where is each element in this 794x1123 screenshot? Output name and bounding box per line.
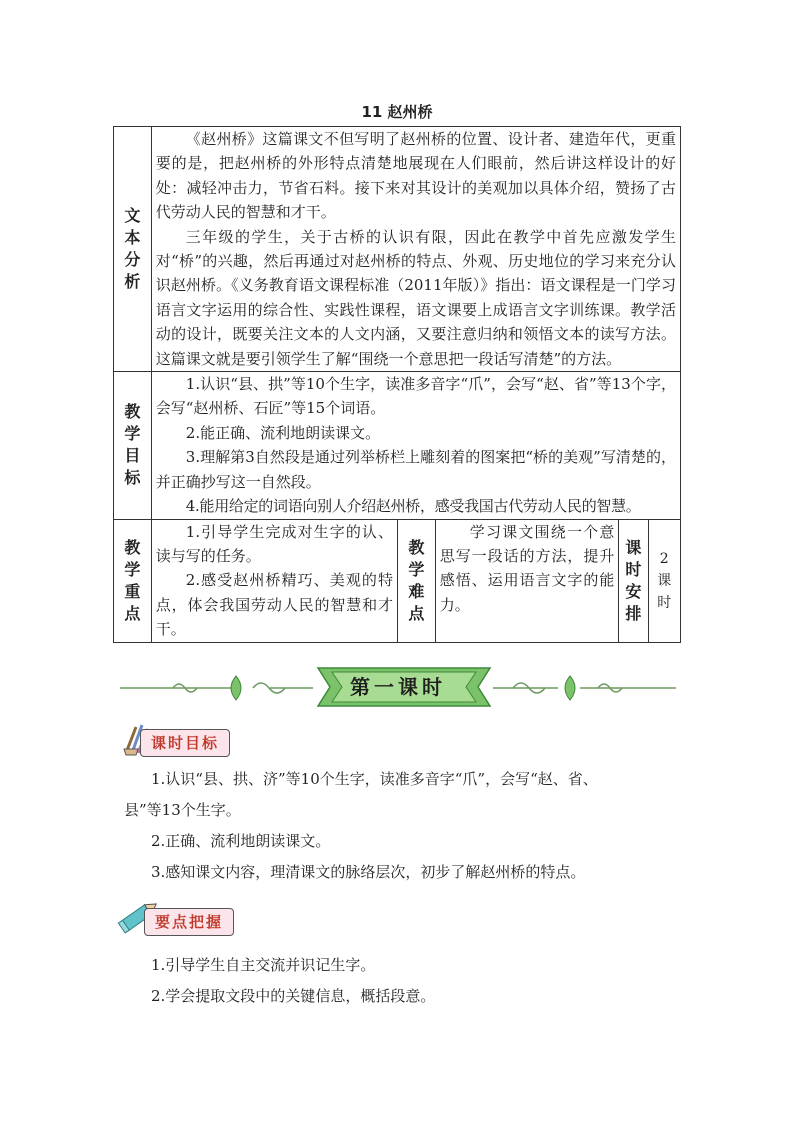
schedule-hours: 2 课 时 bbox=[648, 519, 681, 642]
key-points-row bbox=[114, 519, 681, 642]
section-point-item: 1.引导学生自主交流并识记生字。 bbox=[151, 956, 376, 974]
text-analysis-header: 文 本 分 析 bbox=[114, 127, 152, 372]
goal-item: 2.能正确、流利地朗读课文。 bbox=[185, 423, 381, 442]
section-points-list bbox=[151, 950, 681, 1012]
key-point-item: 2.感受赵州桥精巧、美观的特点，体会我国劳动人民的智慧和才干。 bbox=[155, 571, 393, 639]
section-point-item: 2.学会提取文段中的关键信息，概括段意。 bbox=[151, 987, 436, 1005]
section-goal-item: 1.认识“县、拱、济”等10个生字，读准多音字“爪”，会写“赵、省、 bbox=[151, 770, 598, 788]
key-points-header: 教 学 重 点 bbox=[114, 519, 152, 642]
analysis-paragraph: 《赵州桥》这篇课文不但写明了赵州桥的位置、设计者、建造年代，更重要的是，把赵州桥的外形特点清楚地展现在人们眼前，然后讲这样设计的好处：减轻冲击力，节省石料。接下来对其设计的美观加以具体介绍，赞扬了古代劳动人民的智慧和才干。 bbox=[155, 130, 676, 222]
section-points-label: 要点把握 bbox=[144, 908, 234, 936]
section-goal-item: 2.正确、流利地朗读课文。 bbox=[151, 832, 331, 850]
lesson-banner bbox=[118, 662, 678, 712]
analysis-paragraph: 三年级的学生，关于古桥的认识有限，因此在教学中首先应激发学生对“桥”的兴趣，然后再通过对赵州桥的特点、外观、历史地位的学习来充分认识赵州桥。《义务教育语文课程标准（2011年版）》指出：语文课程是一门学习语言文字运用的综合性、实践性课程，语文课要上成语言文字训练课。教学活动的设计，既要关注文本的人文内涵，又要注意归纳和领悟文本的读写方法。这篇课文就是要引领学生了解“围绕一个意思把一段话写清楚”的方法。 bbox=[155, 227, 676, 368]
schedule-header: 课 时 安 排 bbox=[619, 519, 648, 642]
goals-row bbox=[114, 372, 681, 519]
section-goals-list bbox=[124, 764, 681, 888]
goal-item: 3.理解第3自然段是通过列举桥栏上雕刻着的图案把“桥的美观”写清楚的，并正确抄写这一自然段。 bbox=[155, 448, 676, 491]
goals-header: 教 学 目 标 bbox=[114, 372, 152, 519]
banner-title: 第一课时 bbox=[350, 675, 446, 699]
page-title: 11 赵州桥 bbox=[361, 103, 433, 121]
text-analysis-content bbox=[151, 127, 680, 372]
goal-item: 1.认识“县、拱”等10个生字，读准多音字“爪”，会写“赵、省”等13个字，会写“赵州桥、石匠”等15个词语。 bbox=[155, 375, 676, 418]
key-points-content bbox=[151, 519, 397, 642]
difficulties-header: 教 学 难 点 bbox=[397, 519, 435, 642]
section-goal-item: 3.感知课文内容，理清课文的脉络层次，初步了解赵州桥的特点。 bbox=[151, 863, 586, 881]
section-goals-tag bbox=[118, 727, 268, 757]
goals-content bbox=[151, 372, 680, 519]
key-point-item: 1.引导学生完成对生字的认、读与写的任务。 bbox=[155, 522, 393, 565]
section-goal-item: 县”等13个生字。 bbox=[124, 801, 241, 819]
text-analysis-row bbox=[114, 127, 681, 372]
lesson-plan-table bbox=[113, 126, 681, 643]
section-goals-label: 课时目标 bbox=[140, 729, 230, 757]
difficulties-content: 学习课文围绕一个意思写一段话的方法，提升感悟、运用语言文字的能力。 bbox=[435, 519, 619, 642]
goal-item: 4.能用给定的词语向别人介绍赵州桥，感受我国古代劳动人民的智慧。 bbox=[185, 497, 641, 516]
section-points-tag bbox=[118, 906, 268, 936]
